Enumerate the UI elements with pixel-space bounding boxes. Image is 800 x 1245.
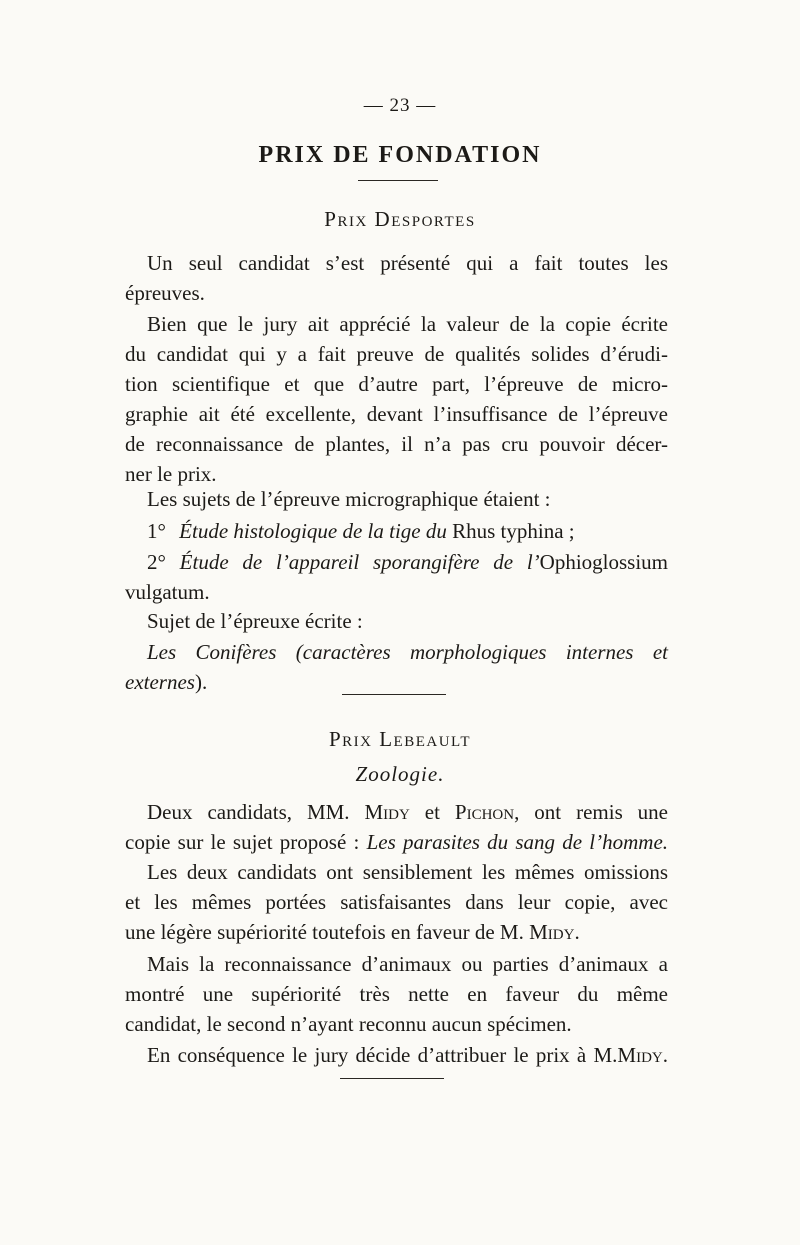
list-item-italic: Étude histologique de la tige du	[179, 519, 447, 543]
paragraph-line: En conséquence le jury décide d’attribuer le prix à M.Midy.	[147, 1043, 668, 1067]
paragraph-line: graphie ait été excellente, devant l’insuffisance de l’épreuve	[125, 402, 668, 426]
paragraph-line: Les deux candidats ont sensiblement les mêmes omissions	[147, 860, 668, 884]
paragraph-line: copie sur le sujet proposé : Les parasites du sang de l’homme.	[125, 830, 669, 854]
essay-topic-line: Les Conifères (caractères morphologiques internes et	[147, 640, 668, 664]
candidate-name: Midy.	[529, 920, 580, 944]
page-title: PRIX DE FONDATION	[258, 142, 542, 168]
page-number: — 23 —	[363, 95, 437, 116]
paragraph-line: épreuves.	[125, 281, 205, 305]
paragraph-line: montré une supériorité très nette en faveur du même	[125, 982, 668, 1006]
paragraph-line: Un seul candidat s’est présenté qui a fait toutes les	[147, 251, 668, 275]
list-number: 2°	[147, 550, 166, 574]
candidate-name: Midy.	[617, 1043, 668, 1067]
list-item-continuation: vulgatum.	[125, 580, 210, 604]
paragraph-line: Mais la reconnaissance d’animaux ou parties d’animaux a	[147, 952, 668, 976]
section-heading-desportes: Prix Desportes	[324, 207, 476, 231]
paragraph-line: une légère supériorité toutefois en faveur de M. Midy.	[125, 920, 580, 944]
paragraph-line: tion scientifique et que d’autre part, l’épreuve de micro-	[125, 372, 668, 396]
paragraph-line: ner le prix.	[125, 462, 217, 486]
paragraph-line: Deux candidats, MM. Midy et Pichon, ont remis une	[147, 800, 669, 824]
candidate-name: Pichon	[454, 800, 515, 824]
list-item	[147, 519, 690, 543]
paragraph-line: candidat, le second n’ayant reconnu aucun spécimen.	[125, 1012, 572, 1036]
paragraph-line: Bien que le jury ait apprécié la valeur de la copie écrite	[147, 312, 668, 336]
essay-topic-line: externes).	[125, 670, 208, 694]
candidate-name: Midy	[364, 800, 410, 824]
paragraph-line: Sujet de l’épreuxe écrite :	[147, 609, 363, 633]
paragraph-line: du candidat qui y a fait preuve de qualités solides d’érudi-	[125, 342, 668, 366]
title-divider	[358, 180, 438, 181]
list-item	[147, 550, 668, 574]
paragraph-line: et les mêmes portées satisfaisantes dans leur copie, avec	[125, 890, 668, 914]
list-item-italic: Étude de l’appareil sporangifère de l’	[179, 550, 540, 574]
paragraph-line: de reconnaissance de plantes, il n’a pas cru pouvoir décer-	[125, 432, 668, 456]
section-subheading: Zoologie.	[355, 762, 445, 786]
list-number: 1°	[147, 519, 166, 543]
topic-italic: Les parasites du sang de l’homme.	[366, 830, 669, 854]
end-divider	[340, 1078, 444, 1079]
paragraph-line: Les sujets de l’épreuve micrographique étaient :	[147, 487, 551, 511]
list-item-text: Rhus typhina ;	[452, 519, 575, 543]
list-item-text: Ophioglossium	[539, 550, 669, 574]
section-divider	[342, 694, 446, 695]
section-heading-lebeault: Prix Lebeault	[328, 727, 472, 751]
